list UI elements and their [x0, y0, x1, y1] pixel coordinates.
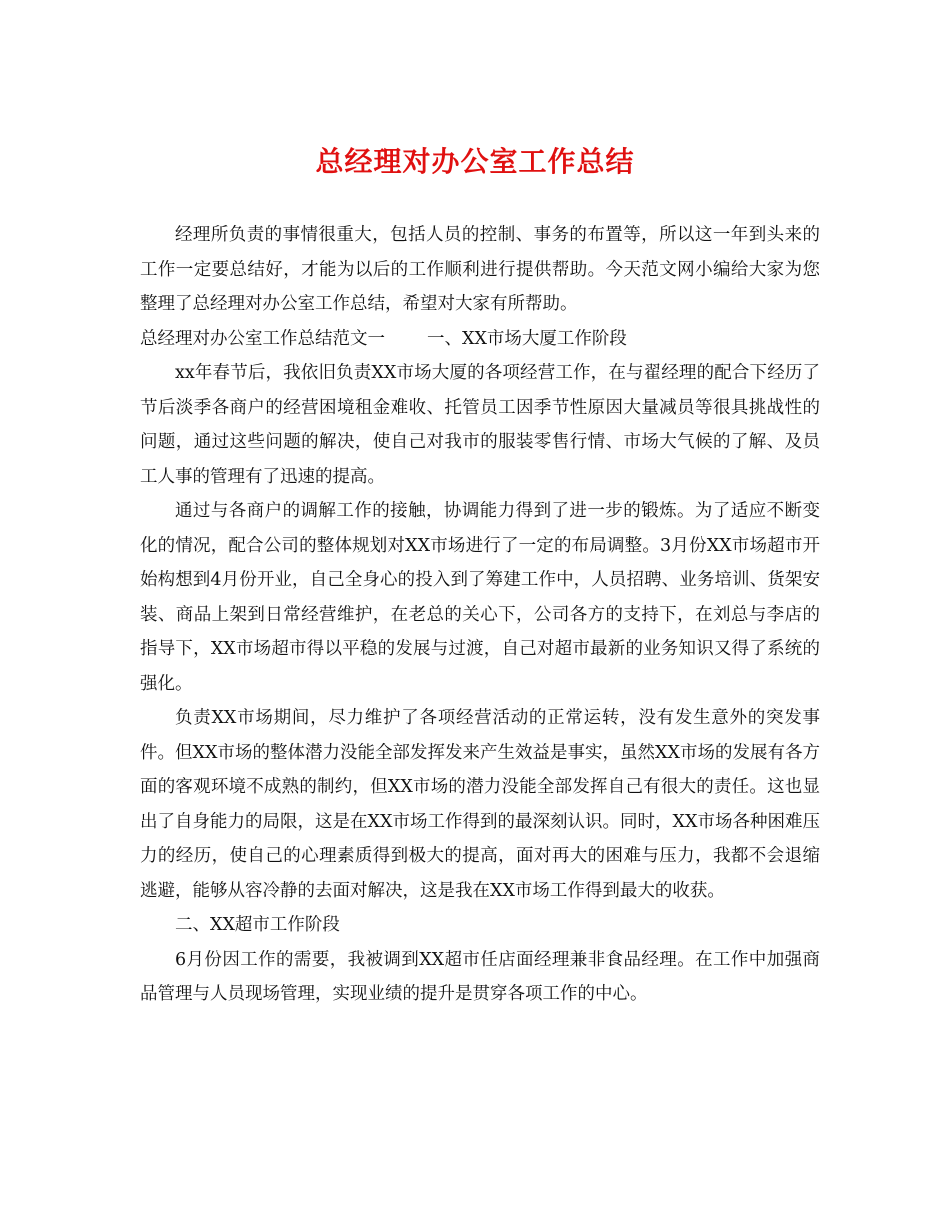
- document-body: [140, 218, 820, 1012]
- sample-label: 总经理对办公室工作总结范文一: [140, 328, 385, 349]
- paragraph-2: 通过与各商户的调解工作的接触，协调能力得到了进一步的锻炼。为了适应不断变化的情况，配合公司的整体规划对XX市场进行了一定的布局调整。3月份XX市场超市开始构想到4月份开业，自己全身心的投入到了筹建工作中，人员招聘、业务培训、货架安装、商品上架到日常经营维护，在老总的关心下，公司各方的支持下，在刘总与李店的指导下，XX市场超市得以平稳的发展与过渡，自己对超市最新的业务知识又得了系统的强化。: [140, 501, 820, 694]
- paragraph-4: 6月份因工作的需要，我被调到XX超市任店面经理兼非食品经理。在工作中加强商品管理与人员现场管理，实现业绩的提升是贯穿各项工作的中心。: [140, 949, 820, 1004]
- paragraph-3: 负责XX市场期间，尽力维护了各项经营活动的正常运转，没有发生意外的突发事件。但XX市场的整体潜力没能全部发挥发来产生效益是事实，虽然XX市场的发展有各方面的客观环境不成熟的制约，但XX市场的潜力没能全部发挥自己有很大的责任。这也显出了自身能力的局限，这是在XX市场工作得到的最深刻认识。同时，XX市场各种困难压力的经历，使自己的心理素质得到极大的提高，面对再大的困难与压力，我都不会退缩逃避，能够从容冷静的去面对解决，这是我在XX市场工作得到最大的收获。: [140, 708, 820, 901]
- sample-heading-line: [140, 322, 820, 357]
- paragraph-1: xx年春节后，我依旧负责XX市场大厦的各项经营工作，在与翟经理的配合下经历了节后淡季各商户的经营困境租金难收、托管员工因季节性原因大量减员等很具挑战性的问题，通过这些问题的解决，使自己对我市的服装零售行情、市场大气候的了解、及员工人事的管理有了迅速的提高。: [140, 363, 820, 487]
- section-heading-1: 一、XX市场大厦工作阶段: [427, 328, 627, 349]
- intro-paragraph: 经理所负责的事情很重大，包括人员的控制、事务的布置等，所以这一年到头来的工作一定要总结好，才能为以后的工作顺利进行提供帮助。今天范文网小编给大家为您整理了总经理对办公室工作总结，希望对大家有所帮助。: [140, 225, 820, 314]
- document-title: 总经理对办公室工作总结: [315, 145, 635, 178]
- section-heading-2: 二、XX超市工作阶段: [175, 915, 340, 935]
